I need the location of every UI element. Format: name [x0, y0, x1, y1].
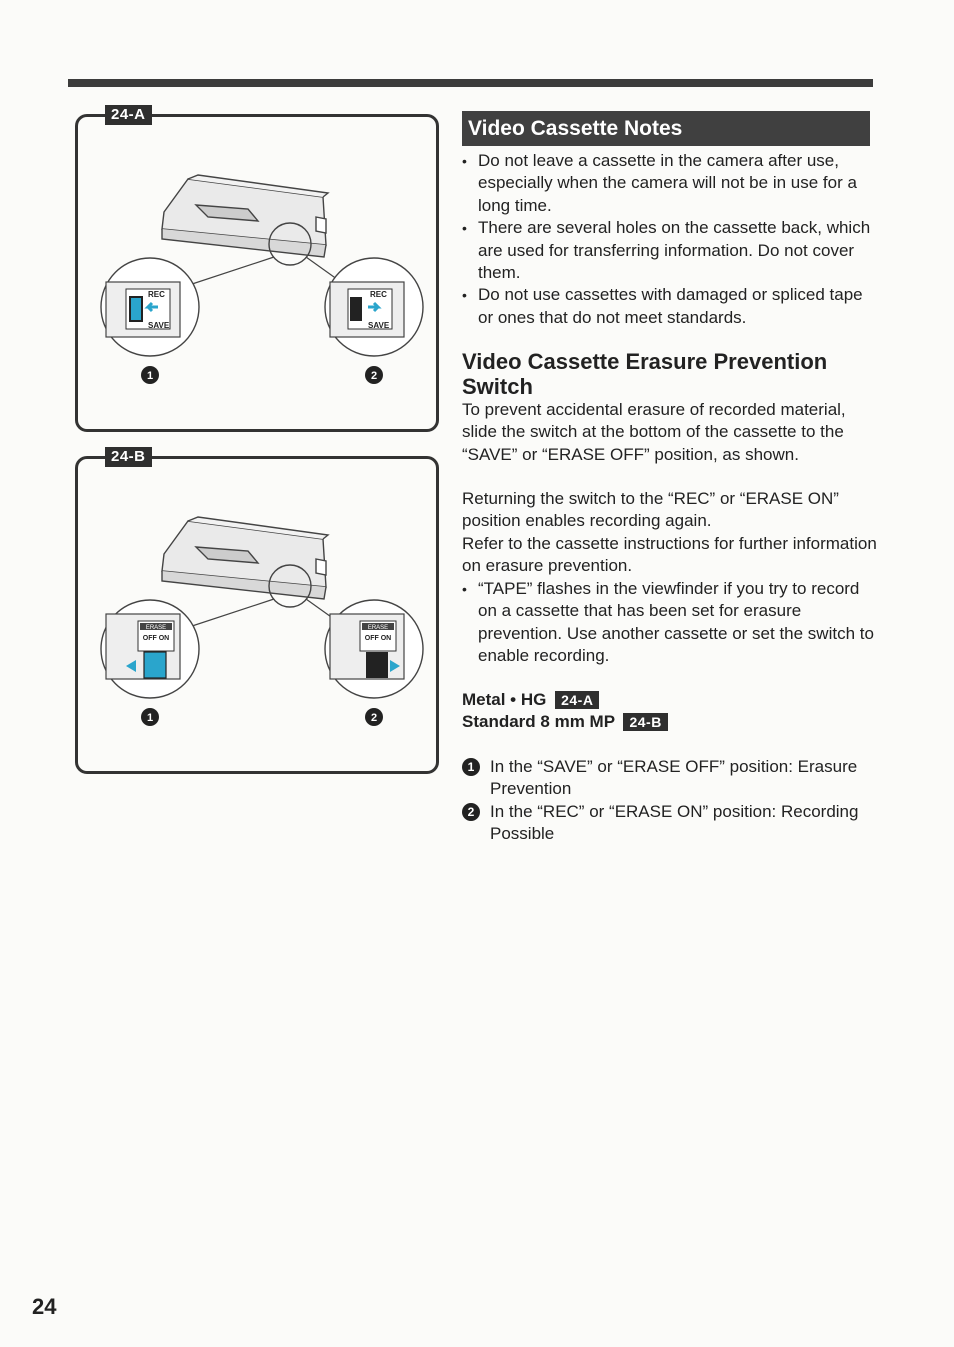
number-badge-1: 1	[462, 758, 480, 776]
list-item: • There are several holes on the cassette back, which are used for transferring information. Do not cover them.	[462, 217, 872, 284]
right-switch-bottom-text: OFF ON	[364, 635, 392, 642]
page-number: 24	[32, 1294, 57, 1319]
paragraph: Refer to the cassette instructions for further information on erasure prevention.	[462, 534, 877, 576]
paragraph: To prevent accidental erasure of recorded material, slide the switch at the bottom of the cassette to the “SAVE” or “ERASE OFF” position, as shown.	[462, 400, 846, 464]
figure-24a	[75, 106, 439, 432]
left-switch-top-text: ERASE	[145, 625, 167, 631]
number-badge-2: 2	[370, 370, 378, 382]
figure-tag-24a: 24-A	[555, 691, 599, 709]
figure-tag-24b: 24-B	[623, 713, 667, 731]
tape-warning-list	[462, 578, 882, 668]
number-badge-1: 1	[146, 370, 154, 382]
cassette-illustration	[78, 117, 436, 429]
number-badge-2: 2	[462, 803, 480, 821]
section-title-erasure: Video Cassette Erasure Prevention Switch	[462, 349, 828, 399]
right-switch-top-text: REC	[370, 290, 387, 299]
cassette-type-label: Metal • HG	[462, 690, 547, 709]
legend-text: In the “REC” or “ERASE ON” position: Recording Possible	[490, 801, 859, 844]
left-switch-bottom-text: SAVE	[148, 321, 170, 330]
notes-list	[462, 150, 872, 329]
right-switch-bottom-text: SAVE	[368, 321, 390, 330]
legend-item	[462, 801, 862, 846]
right-switch-top-text: ERASE	[367, 625, 389, 631]
number-badge-2: 2	[370, 712, 378, 724]
figure-label-24a: 24-A	[105, 105, 152, 125]
figure-label-24b: 24-B	[105, 447, 152, 467]
paragraph: Returning the switch to the “REC” or “ERASE ON” position enables recording again.	[462, 489, 839, 531]
legend-item	[462, 756, 862, 801]
position-legend	[462, 756, 862, 846]
number-badge-1: 1	[146, 712, 154, 724]
cassette-type-line-2	[462, 711, 668, 733]
cassette-type-line-1	[462, 689, 599, 711]
list-item: • “TAPE” flashes in the viewfinder if you try to record on a cassette that has been set for erasure prevention. Use another cassette or set the switch to enable recording.	[462, 578, 882, 668]
top-rule	[68, 79, 873, 87]
cassette-illustration	[78, 459, 436, 771]
list-item: • Do not use cassettes with damaged or spliced tape or ones that do not meet standards.	[462, 284, 872, 329]
section-header-notes: Video Cassette Notes	[462, 111, 870, 146]
figure-24b	[75, 448, 439, 774]
list-item: • Do not leave a cassette in the camera after use, especially when the camera will not be in use for a long time.	[462, 150, 872, 217]
left-switch-bottom-text: OFF ON	[142, 635, 170, 642]
cassette-type-label: Standard 8 mm MP	[462, 712, 615, 731]
legend-text: In the “SAVE” or “ERASE OFF” position: Erasure Prevention	[490, 757, 858, 799]
left-switch-top-text: REC	[148, 290, 165, 299]
